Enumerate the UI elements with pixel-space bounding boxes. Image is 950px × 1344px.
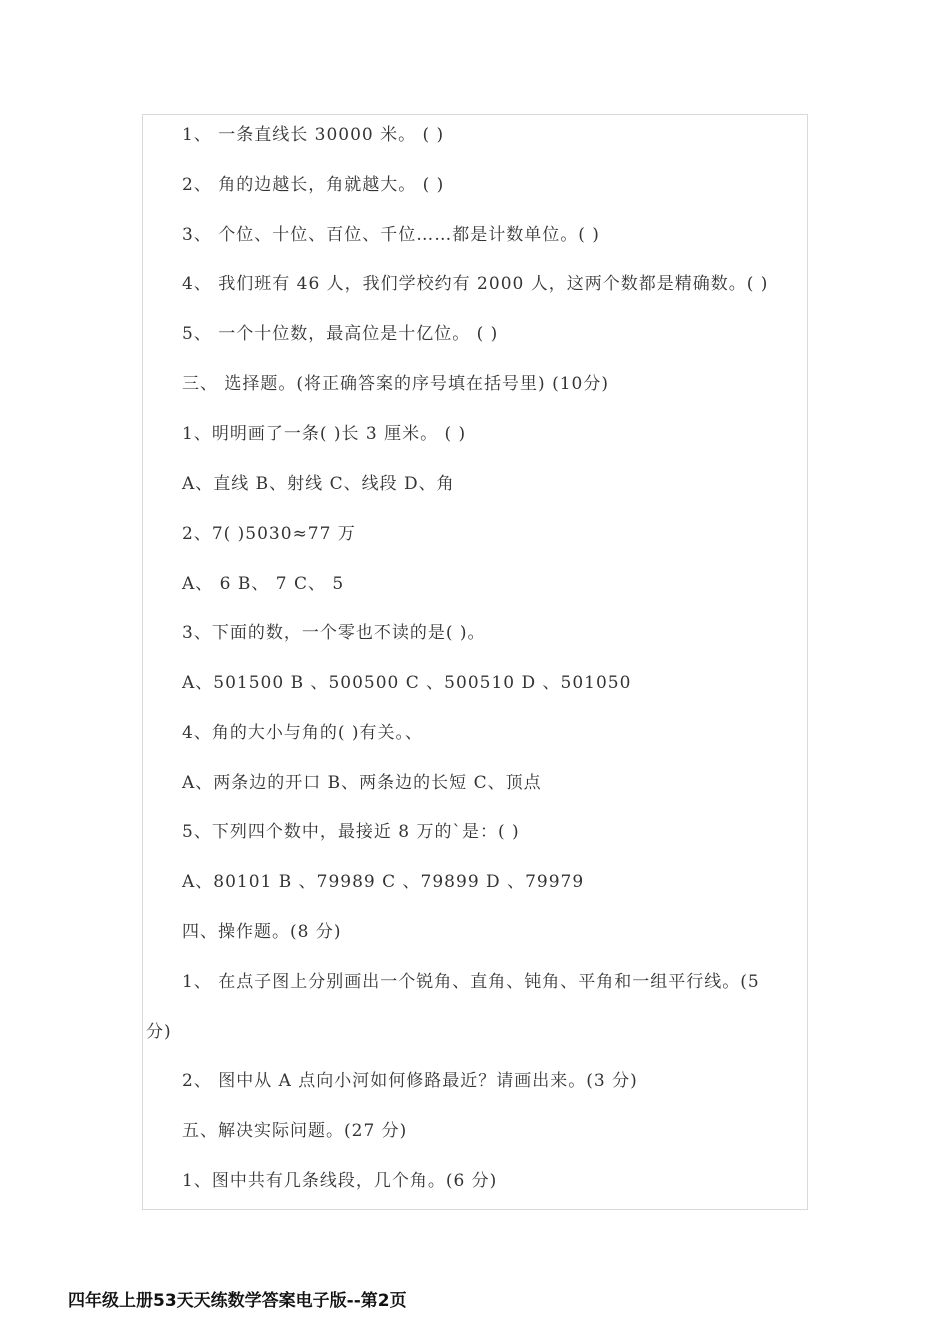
operation-question-1: 1、 在点子图上分别画出一个锐角、直角、钝角、平角和一组平行线。(5 bbox=[182, 972, 760, 992]
choice-options-2: A、 6 B、 7 C、 5 bbox=[182, 574, 345, 594]
judge-question-5: 5、 一个十位数，最高位是十亿位。 ( ) bbox=[182, 324, 499, 344]
operation-question-1-continued: 分) bbox=[146, 1022, 172, 1042]
judge-question-2: 2、 角的边越长，角就越大。 ( ) bbox=[182, 175, 445, 195]
judge-question-3: 3、 个位、十位、百位、千位……都是计数单位。( ) bbox=[182, 225, 600, 245]
choice-options-1: A、直线 B、射线 C、线段 D、角 bbox=[182, 474, 455, 494]
choice-options-4: A、两条边的开口 B、两条边的长短 C、顶点 bbox=[182, 773, 542, 793]
judge-question-4: 4、 我们班有 46 人，我们学校约有 2000 人，这两个数都是精确数。( ) bbox=[182, 274, 769, 294]
choice-question-1: 1、明明画了一条( )长 3 厘米。 ( ) bbox=[182, 424, 467, 444]
section-heading-choice: 三、 选择题。(将正确答案的序号填在括号里) (10分) bbox=[182, 374, 609, 394]
choice-question-4: 4、角的大小与角的( )有关。、 bbox=[182, 723, 423, 743]
problem-question-1: 1、图中共有几条线段，几个角。(6 分) bbox=[182, 1171, 498, 1191]
judge-question-1: 1、 一条直线长 30000 米。 ( ) bbox=[182, 125, 445, 145]
choice-options-3: A、501500 B 、500500 C 、500510 D 、501050 bbox=[182, 673, 632, 693]
choice-question-5: 5、下列四个数中，最接近 8 万的`是：( ) bbox=[182, 822, 520, 842]
section-heading-operation: 四、操作题。(8 分) bbox=[182, 922, 342, 942]
choice-question-2: 2、7( )5030≈77 万 bbox=[182, 524, 356, 544]
section-heading-problems: 五、解决实际问题。(27 分) bbox=[182, 1121, 408, 1141]
choice-question-3: 3、下面的数，一个零也不读的是( )。 bbox=[182, 623, 486, 643]
operation-question-2: 2、 图中从 A 点向小河如何修路最近？请画出来。(3 分) bbox=[182, 1071, 638, 1091]
choice-options-5: A、80101 B 、79989 C 、79899 D 、79979 bbox=[182, 872, 585, 892]
page-footer: 四年级上册53天天练数学答案电子版--第2页 bbox=[68, 1291, 407, 1311]
